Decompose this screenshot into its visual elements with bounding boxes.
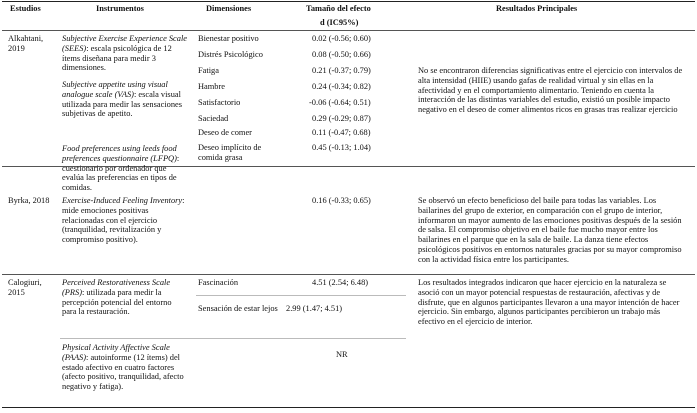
- row-divider: [2, 274, 695, 275]
- study-name: Calogiuri, 2015: [8, 278, 42, 297]
- effect-value: 2.99 (1.47; 4.51): [286, 304, 343, 313]
- instrument-cell: [62, 34, 187, 73]
- table-bottom-rule: [2, 407, 695, 408]
- instrument-cell: [62, 144, 187, 193]
- instrument-desc: : autoinforme (12 ítems) del estado afectivo en cuatro factores (afecto positivo, tranquilidad, afecto negativo y fatiga).: [62, 352, 184, 391]
- instrument-desc: : mide emociones positivas relacionadas con el ejercicio (tranquilidad, revitalización y compromiso positivo).: [62, 196, 185, 244]
- result-text: Los resultados integrados indicaron que hacer ejercicio en la naturaleza se asoció con un mayor potencial respuestas de restauración, afectivas y de disfrute, que en algunos participantes llevaron a una mayor intención de hacer ejercicio. Sin embargo, algunos participantes percibieron un trabajo más efectivo en el ejercicio de interior.: [418, 278, 680, 326]
- dimension-label: Hambre: [198, 82, 225, 91]
- dimension-label: Satisfactorio: [198, 98, 241, 107]
- instrument-name: Physical Activity Affective Scale (PAAS): [62, 343, 170, 362]
- effect-value: 0.29 (-0.29; 0.87): [312, 114, 371, 123]
- effect-value: 0.24 (-0.34; 0.82): [312, 82, 371, 91]
- header-estudios: Estudios: [10, 4, 41, 13]
- instrument-name: Perceived Restorativeness Scale (PRS): [62, 278, 171, 297]
- effect-value: 0.11 (-0.47; 0.68): [312, 128, 371, 137]
- dimension-label: Sensación de estar lejos: [198, 304, 278, 313]
- dimension-label: Fascinación: [198, 278, 239, 287]
- instrument-name: Subjective appetite using visual analogue scale (VAS): [62, 80, 168, 99]
- instrument-name: Food preferences using leeds food preferences questionnaire (LFPQ): [62, 144, 177, 163]
- effect-value: 0.02 (-0.56; 0.60): [312, 34, 371, 43]
- dimension-label: Deseo implícito de comida grasa: [198, 143, 262, 162]
- instrument-cell: [62, 196, 187, 245]
- result-text: No se encontraron diferencias significativas entre el ejercicio con intervalos de alta intensidad (HIIE) usando gafas de realidad virtual y sin ellas en la afectividad y en el comportamiento alimentario. Teniendo en cuenta la interacción de las distintas variables del estudio, existió un posible impacto negativo en el deseo de comer alimentos ricos en grasas tras realizar ejercicio: [418, 66, 683, 114]
- effect-value: 0.16 (-0.33; 0.65): [312, 196, 371, 205]
- dimension-label: Distrés Psicológico: [198, 50, 263, 59]
- effect-value: -0.06 (-0.64; 0.51): [309, 98, 371, 107]
- effect-value: 0.21 (-0.37; 0.79): [312, 66, 371, 75]
- cell-divider: [196, 295, 406, 296]
- header-resultados: Resultados Principales: [496, 4, 578, 13]
- dimension-label: Fatiga: [198, 66, 219, 75]
- header-effect-size: Tamaño del efecto: [306, 4, 371, 13]
- instrument-cell: [62, 343, 187, 392]
- header-instrumentos: Instrumentos: [96, 4, 144, 13]
- instrument-desc: : utilizada para medir la percepción potencial del entorno para la restauración.: [62, 287, 172, 317]
- dimension-label: Bienestar positivo: [198, 34, 259, 43]
- effect-value: NR: [336, 350, 348, 359]
- instrument-name: Exercise-Induced Feeling Inventory: [62, 196, 183, 205]
- study-name: Byrka, 2018: [8, 196, 50, 205]
- header-effect-ci: d (IC95%): [320, 18, 359, 27]
- instrument-desc: : escala psicológica de 12 ítems diseñana para medir 3 dimensiones.: [62, 43, 172, 73]
- instrument-cell: [62, 278, 187, 317]
- dimension-label: Saciedad: [198, 114, 229, 123]
- study-name: Alkahtani, 2019: [8, 34, 44, 53]
- result-text: Se observó un efecto beneficioso del baile para todas las variables. Los bailarines del grupo de exterior, en comparación con el grupo de interior, informaron un mayor aumento de las emociones positivas después de la sesión de salsa. El compromiso objetivo en el baile fue mucho mayor entre los bailarines en el parque que en la sala de baile. La danza tiene efectos psicológicos positivos en entornos naturales gracias por su mayor compromiso con la actividad física entre los participantes.: [418, 196, 682, 264]
- cell-divider: [60, 338, 406, 339]
- effect-value: 0.08 (-0.50; 0.66): [312, 50, 371, 59]
- dimension-label: Deseo de comer: [198, 128, 252, 137]
- header-dimensiones: Dimensiones: [206, 4, 252, 13]
- effect-value: 0.45 (-0.13; 1.04): [312, 143, 371, 152]
- header-rule: [2, 30, 695, 31]
- table-top-rule: [2, 1, 695, 2]
- effect-value: 4.51 (2.54; 6.48): [312, 278, 369, 287]
- instrument-name: Subjective Exercise Experience Scale (SEES): [62, 34, 188, 53]
- instrument-desc: : escala visual utilizada para medir las sensaciones subjetivas de apetito.: [62, 89, 182, 119]
- instrument-desc: : cuestionario por ordenador que evalúa las preferencias en tipos de comidas.: [62, 153, 180, 192]
- instrument-cell: [62, 80, 187, 119]
